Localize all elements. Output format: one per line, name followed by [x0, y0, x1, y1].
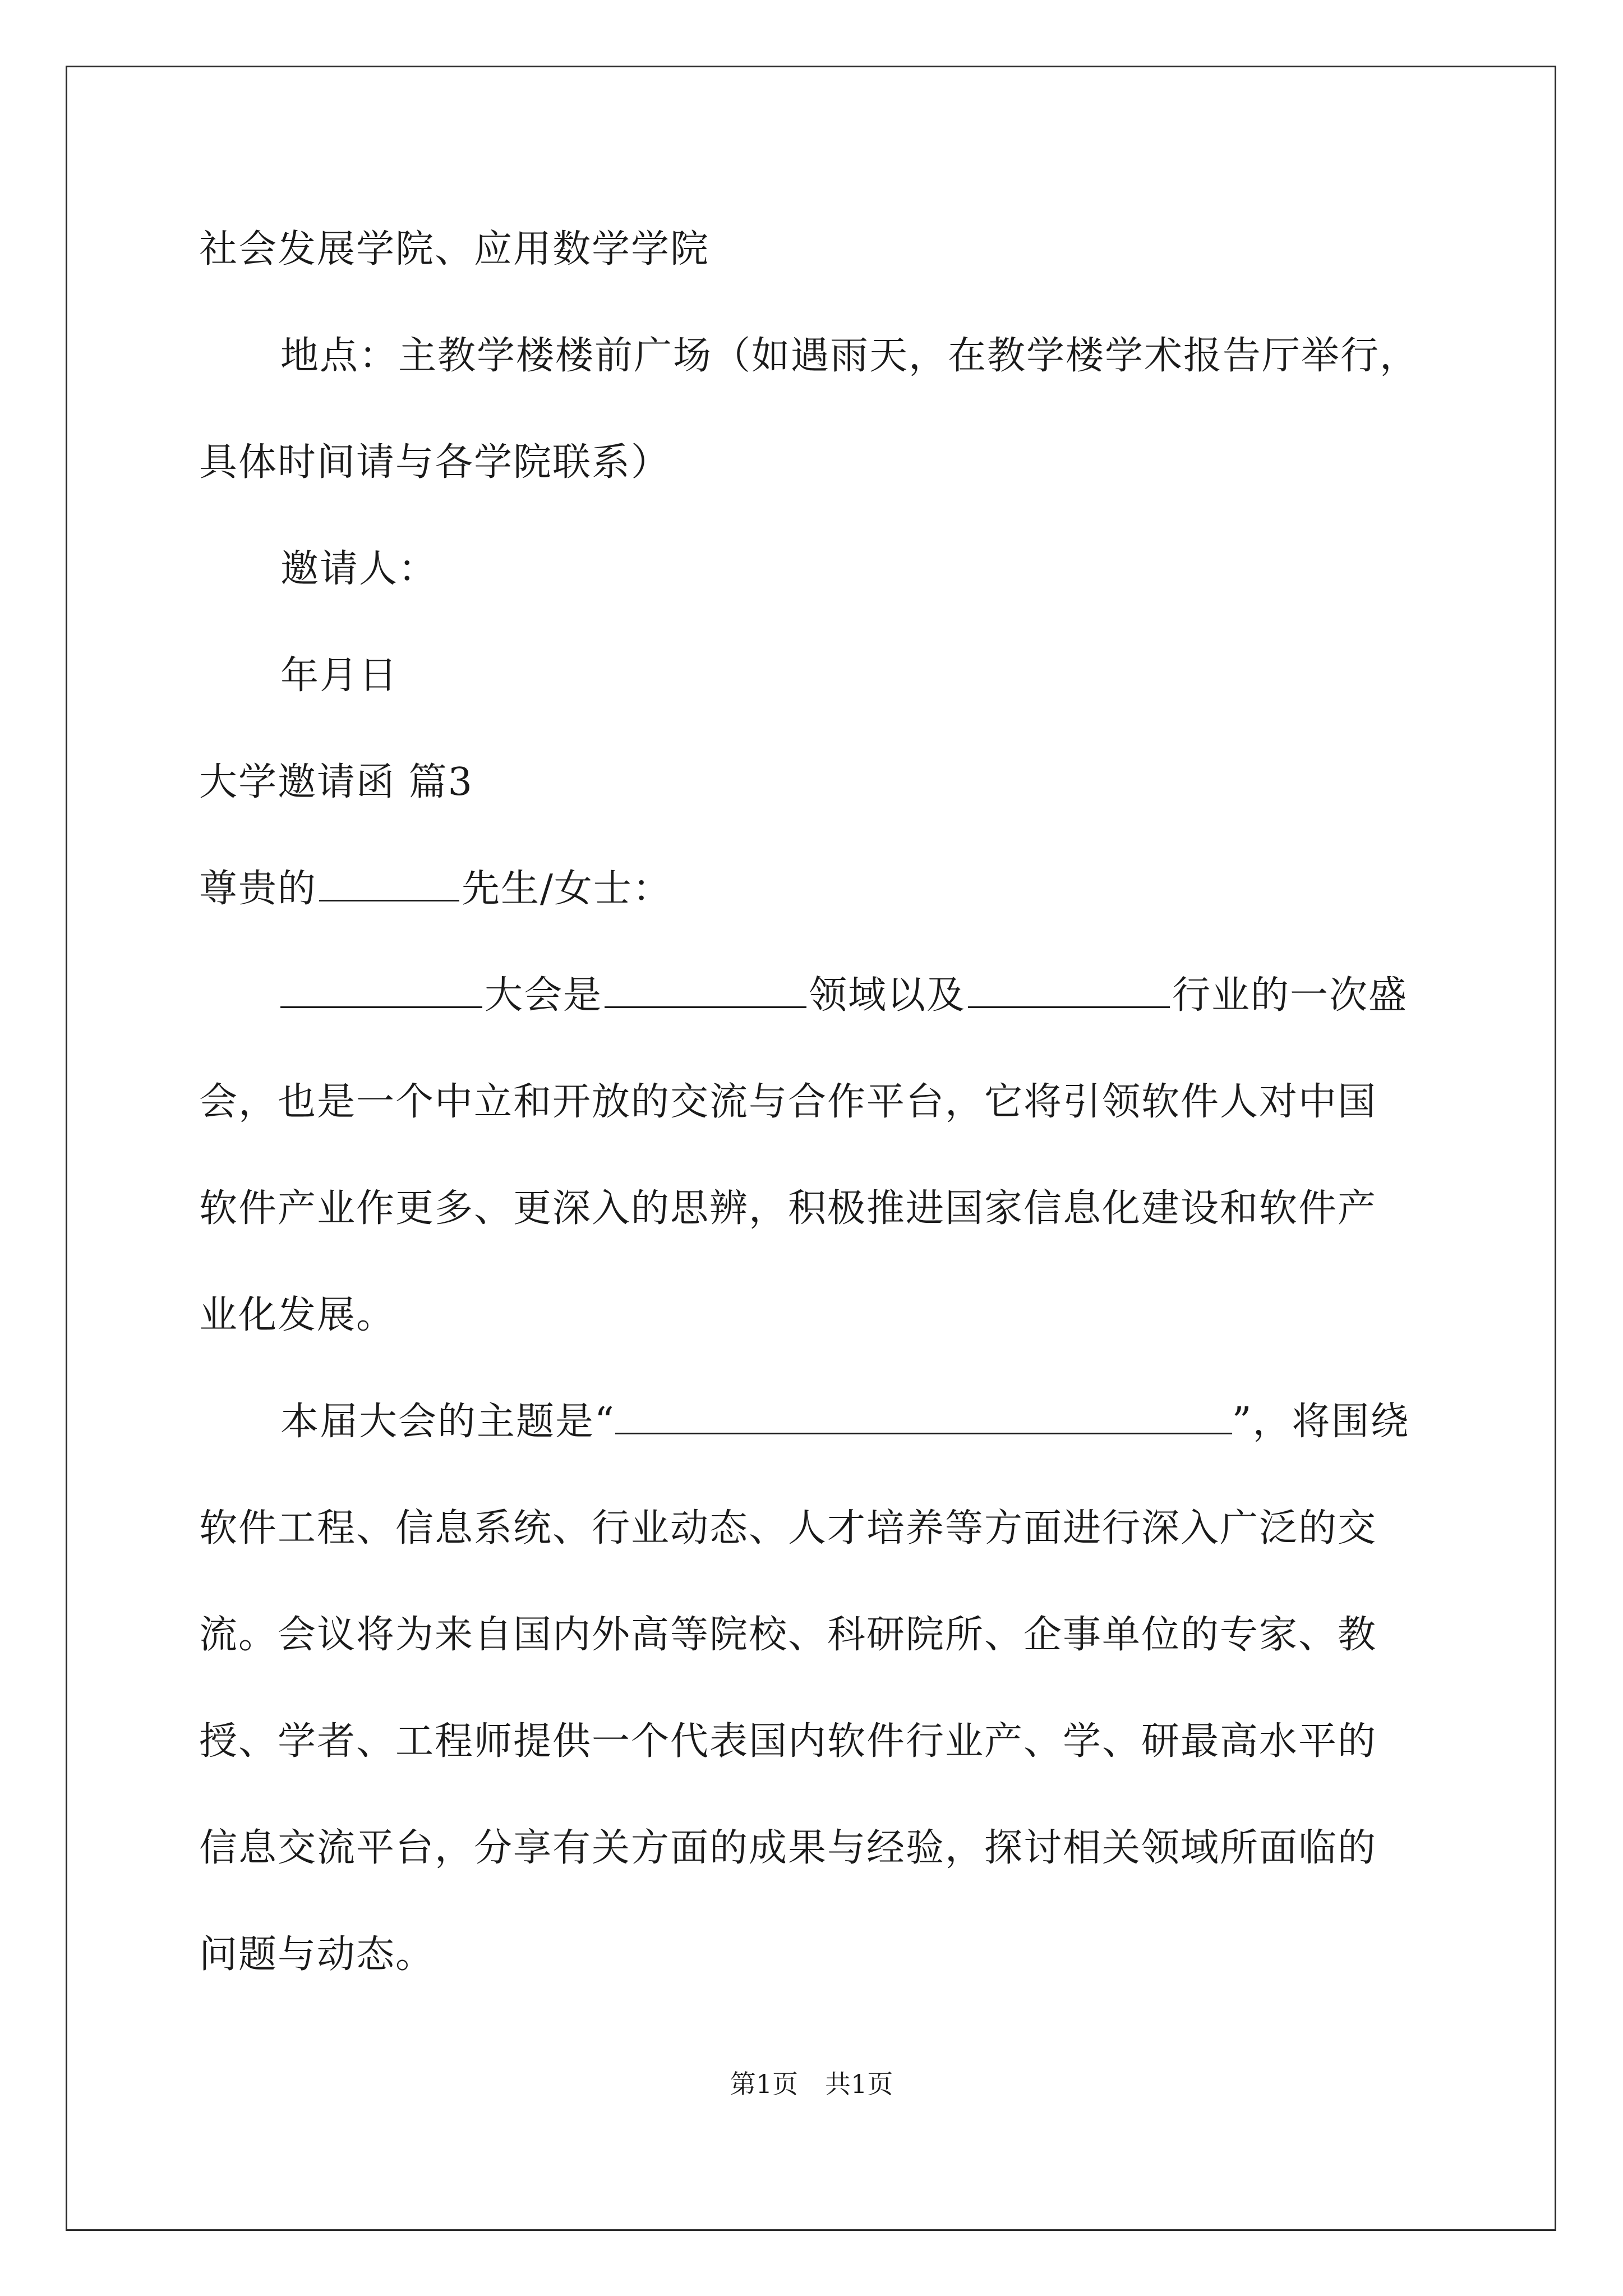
text-line: 软件产业作更多、更深入的思辨，积极推进国家信息化建设和软件产 [199, 1186, 1377, 1231]
text-line: 信息交流平台，分享有关方面的成果与经验，探讨相关领域所面临的 [199, 1826, 1377, 1870]
text-line: 业化发展。 [199, 1293, 396, 1337]
page-total: 共1页 [825, 2069, 893, 2099]
page-footer [0, 2067, 1623, 2101]
theme-blank [615, 1400, 1232, 1434]
industry-blank [968, 974, 1170, 1008]
intro-text-3: 行业的一次盛 [1172, 973, 1408, 1018]
intro-line [280, 968, 1408, 1024]
text-line: 授、学者、工程师提供一个代表国内软件行业产、学、研最高水平的 [199, 1719, 1377, 1764]
text-line: 会，也是一个中立和开放的交流与合作平台，它将引领软件人对中国 [199, 1080, 1377, 1124]
intro-text-2: 领域以及 [809, 973, 966, 1018]
text-line: 具体时间请与各学院联系） [199, 440, 671, 485]
field-blank [605, 974, 806, 1008]
text-line: 软件工程、信息系统、行业动态、人才培养等方面进行深入广泛的交 [199, 1506, 1377, 1550]
conference-name-blank [280, 974, 482, 1008]
theme-line [280, 1394, 1410, 1450]
theme-prefix: 本届大会的主题是“ [280, 1400, 615, 1444]
salutation-prefix: 尊贵的 [199, 867, 317, 911]
salutation-line [199, 861, 672, 917]
salutation-suffix: 先生/女士： [462, 867, 672, 911]
text-line: 地点：主教学楼楼前广场（如遇雨天，在教学楼学术报告厅举行， [280, 334, 1419, 378]
text-line: 社会发展学院、应用数学学院 [199, 227, 710, 272]
intro-text-1: 大会是 [485, 973, 603, 1018]
theme-suffix: ”，将围绕 [1232, 1400, 1410, 1444]
text-line: 流。会议将为来自国内外高等院校、科研院所、企事单位的专家、教 [199, 1613, 1377, 1657]
page-number: 第1页 [730, 2069, 798, 2099]
section-heading: 大学邀请函 篇3 [199, 760, 473, 804]
text-line: 问题与动态。 [199, 1932, 435, 1977]
name-blank [319, 867, 459, 901]
text-line: 年月日 [280, 654, 399, 698]
text-line: 邀请人： [280, 547, 438, 591]
